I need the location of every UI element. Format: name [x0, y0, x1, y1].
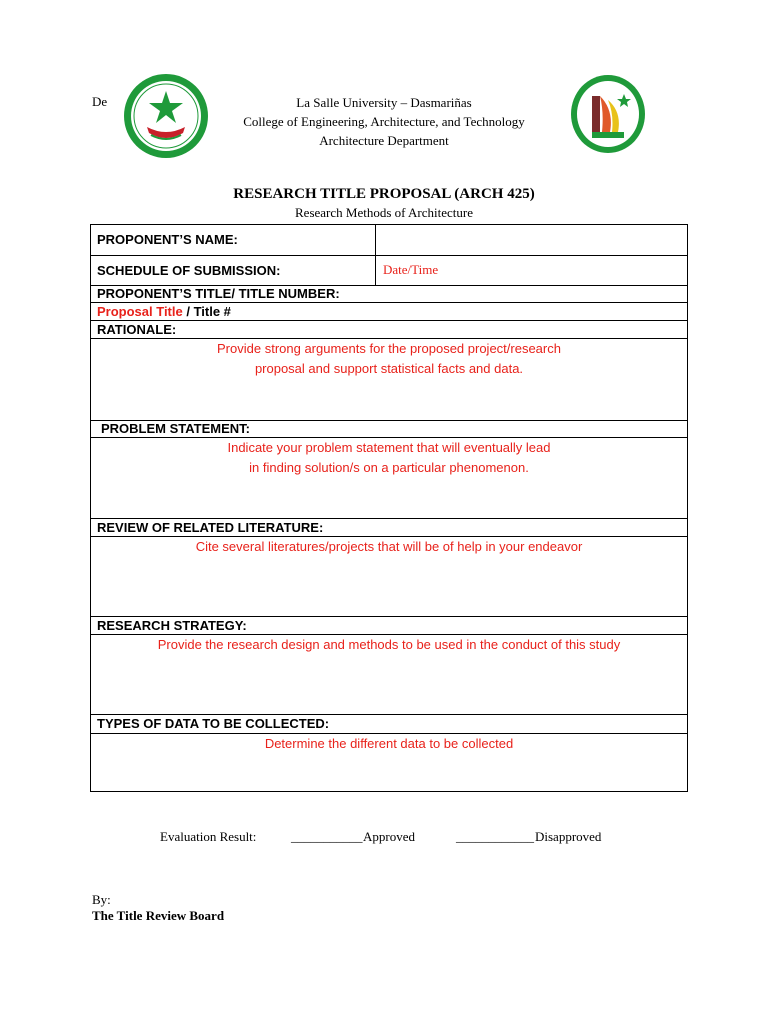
problem-label-row [91, 421, 687, 438]
data-types-label: TYPES OF DATA TO BE COLLECTED: [97, 716, 330, 731]
rationale-label: RATIONALE: [97, 322, 177, 337]
review-board-name: The Title Review Board [92, 908, 225, 923]
literature-label: REVIEW OF RELATED LITERATURE: [97, 520, 324, 535]
title-number-label: PROPONENT’S TITLE/ TITLE NUMBER: [97, 286, 340, 301]
department-name: Architecture Department [319, 133, 449, 148]
rationale-content[interactable] [91, 339, 687, 421]
document-title: RESEARCH TITLE PROPOSAL (ARCH 425) [233, 186, 535, 202]
problem-hint-line-1: Indicate your problem statement that will eventually lead [227, 440, 551, 455]
proposal-title-entry[interactable] [97, 304, 231, 319]
data-types-content[interactable] [91, 734, 687, 791]
document-title-block [92, 184, 676, 222]
proponent-name-label: PROPONENT’S NAME: [97, 232, 238, 247]
strategy-hint: Provide the research design and methods to be used in the conduct of this study [157, 637, 621, 652]
by-label: By: [92, 892, 111, 907]
title-number-row [91, 286, 687, 303]
approved-blank[interactable]: ___________ [291, 829, 363, 844]
proposal-title-row [91, 303, 687, 321]
problem-hint-line-2: in finding solution/s on a particular phenomenon. [249, 460, 529, 475]
corner-text: De [92, 94, 108, 109]
rationale-hint-line-2: proposal and support statistical facts and data. [254, 361, 524, 376]
college-name: College of Engineering, Architecture, and Technology [243, 114, 525, 129]
disapproved-label: Disapproved [535, 829, 602, 844]
title-number-value: / Title # [182, 304, 231, 319]
literature-label-row [91, 519, 687, 537]
proponent-name-field[interactable] [377, 225, 687, 255]
rationale-label-row [91, 321, 687, 339]
disapproved-blank[interactable]: ____________ [456, 829, 534, 844]
proponent-name-row [91, 225, 687, 256]
institution-header [180, 93, 588, 150]
rationale-hint-line-1: Provide strong arguments for the proposed project/research [217, 341, 561, 356]
schedule-row [91, 256, 687, 286]
literature-content[interactable] [91, 537, 687, 617]
signature-block [92, 892, 224, 924]
strategy-label-row [91, 617, 687, 635]
data-types-label-row [91, 715, 687, 734]
schedule-label: SCHEDULE OF SUBMISSION: [97, 263, 281, 278]
proposal-title-value: Proposal Title [97, 304, 183, 319]
schedule-value[interactable]: Date/Time [383, 262, 439, 277]
data-types-hint: Determine the different data to be collected [264, 736, 514, 751]
approved-label: Approved [363, 829, 415, 844]
problem-statement-content[interactable] [91, 438, 687, 519]
research-strategy-content[interactable] [91, 635, 687, 715]
university-name: La Salle University – Dasmariñas [296, 95, 472, 110]
document-subtitle: Research Methods of Architecture [295, 205, 473, 220]
problem-statement-label: PROBLEM STATEMENT: [101, 421, 251, 436]
research-strategy-label: RESEARCH STRATEGY: [97, 618, 247, 633]
evaluation-label: Evaluation Result: [160, 829, 257, 844]
proposal-form-table [90, 224, 688, 792]
literature-hint: Cite several literatures/projects that will be of help in your endeavor [195, 539, 583, 554]
